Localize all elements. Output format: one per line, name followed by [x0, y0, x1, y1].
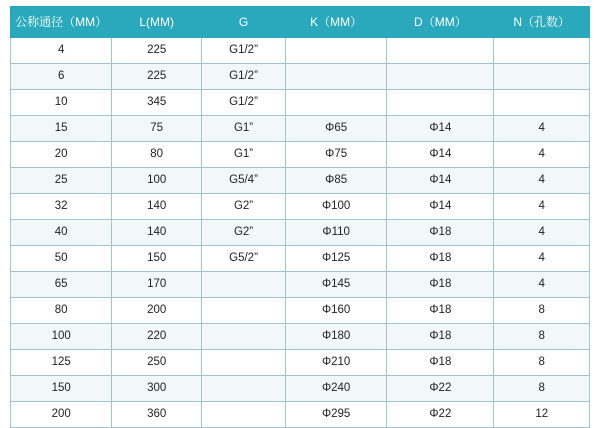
table-cell: 300 [112, 376, 202, 402]
table-cell: Φ18 [387, 246, 494, 272]
table-cell: G1” [202, 116, 286, 142]
table-cell: 360 [112, 402, 202, 428]
table-row [11, 64, 590, 90]
table-cell [387, 38, 494, 64]
table-cell: Φ18 [387, 324, 494, 350]
table-cell: 140 [112, 194, 202, 220]
table-cell: Φ210 [286, 350, 387, 376]
table-cell [387, 90, 494, 116]
table-cell: Φ18 [387, 220, 494, 246]
table-row [11, 350, 590, 376]
table-cell: 4 [494, 272, 590, 298]
table-cell: G1/2” [202, 64, 286, 90]
table-cell [202, 272, 286, 298]
table-cell: 50 [11, 246, 112, 272]
table-cell: 100 [11, 324, 112, 350]
table-cell: 6 [11, 64, 112, 90]
table-cell: 4 [11, 38, 112, 64]
column-header-length: L(MM) [112, 7, 202, 38]
table-cell: Φ14 [387, 168, 494, 194]
table-cell: 4 [494, 168, 590, 194]
table-cell: 4 [494, 116, 590, 142]
specification-table [10, 6, 590, 428]
table-cell: Φ14 [387, 194, 494, 220]
table-cell [494, 38, 590, 64]
table-row [11, 142, 590, 168]
table-cell: Φ100 [286, 194, 387, 220]
table-cell: Φ180 [286, 324, 387, 350]
table-cell: 140 [112, 220, 202, 246]
table-cell: 25 [11, 168, 112, 194]
table-cell [286, 64, 387, 90]
column-header-d: D（MM） [387, 7, 494, 38]
table-cell: Φ110 [286, 220, 387, 246]
table-cell [286, 38, 387, 64]
table-cell: 4 [494, 142, 590, 168]
table-cell: 100 [112, 168, 202, 194]
table-cell: 4 [494, 194, 590, 220]
table-cell: 8 [494, 376, 590, 402]
table-cell: 220 [112, 324, 202, 350]
table-cell: 200 [11, 402, 112, 428]
table-cell: 15 [11, 116, 112, 142]
table-cell: 75 [112, 116, 202, 142]
table-cell: 125 [11, 350, 112, 376]
table-cell: Φ145 [286, 272, 387, 298]
table-cell: 4 [494, 246, 590, 272]
table-cell: 8 [494, 324, 590, 350]
table-cell: G1/2” [202, 38, 286, 64]
table-cell [202, 350, 286, 376]
table-cell: Φ14 [387, 116, 494, 142]
table-row [11, 220, 590, 246]
table-cell: Φ160 [286, 298, 387, 324]
table-row [11, 90, 590, 116]
table-cell [494, 64, 590, 90]
table-cell [202, 298, 286, 324]
table-cell: 80 [11, 298, 112, 324]
table-cell: Φ18 [387, 272, 494, 298]
table-cell [494, 90, 590, 116]
table-cell: 12 [494, 402, 590, 428]
table-row [11, 194, 590, 220]
table-cell [202, 376, 286, 402]
table-row [11, 298, 590, 324]
table-cell: 225 [112, 64, 202, 90]
table-cell: G1/2” [202, 90, 286, 116]
table-cell: Φ18 [387, 298, 494, 324]
table-cell: 32 [11, 194, 112, 220]
table-cell: 40 [11, 220, 112, 246]
table-cell: 65 [11, 272, 112, 298]
table-cell: 150 [112, 246, 202, 272]
table-cell: 170 [112, 272, 202, 298]
table-row [11, 324, 590, 350]
table-cell: 250 [112, 350, 202, 376]
table-cell: Φ14 [387, 142, 494, 168]
table-cell: 10 [11, 90, 112, 116]
table-cell: G2” [202, 220, 286, 246]
column-header-thread: G [202, 7, 286, 38]
table-cell: 225 [112, 38, 202, 64]
table-cell: 8 [494, 298, 590, 324]
table-cell: 150 [11, 376, 112, 402]
table-cell: Φ75 [286, 142, 387, 168]
table-cell: G5/2” [202, 246, 286, 272]
table-cell: 4 [494, 220, 590, 246]
table-cell [202, 402, 286, 428]
table-row [11, 272, 590, 298]
table-row [11, 402, 590, 428]
table-cell: Φ85 [286, 168, 387, 194]
table-cell: Φ295 [286, 402, 387, 428]
table-cell: Φ18 [387, 350, 494, 376]
table-cell: 200 [112, 298, 202, 324]
table-row [11, 246, 590, 272]
table-cell: G5/4” [202, 168, 286, 194]
table-cell: Φ240 [286, 376, 387, 402]
column-header-nominal-diameter: 公称通径（MM） [11, 7, 112, 38]
table-cell [202, 324, 286, 350]
table-cell: Φ125 [286, 246, 387, 272]
table-cell: G2” [202, 194, 286, 220]
column-header-hole-count: N（孔数） [494, 7, 590, 38]
table-cell: Φ22 [387, 376, 494, 402]
table-cell: G1” [202, 142, 286, 168]
table-cell: 8 [494, 350, 590, 376]
table-cell: 345 [112, 90, 202, 116]
table-row [11, 168, 590, 194]
table-row [11, 38, 590, 64]
table-cell: Φ65 [286, 116, 387, 142]
table-cell [286, 90, 387, 116]
table-header-row [11, 7, 590, 38]
table-cell [387, 64, 494, 90]
table-row [11, 376, 590, 402]
column-header-k: K（MM） [286, 7, 387, 38]
table-cell: 80 [112, 142, 202, 168]
table-cell: 20 [11, 142, 112, 168]
table-row [11, 116, 590, 142]
table-cell: Φ22 [387, 402, 494, 428]
table-body [11, 38, 590, 428]
table-header [11, 7, 590, 38]
